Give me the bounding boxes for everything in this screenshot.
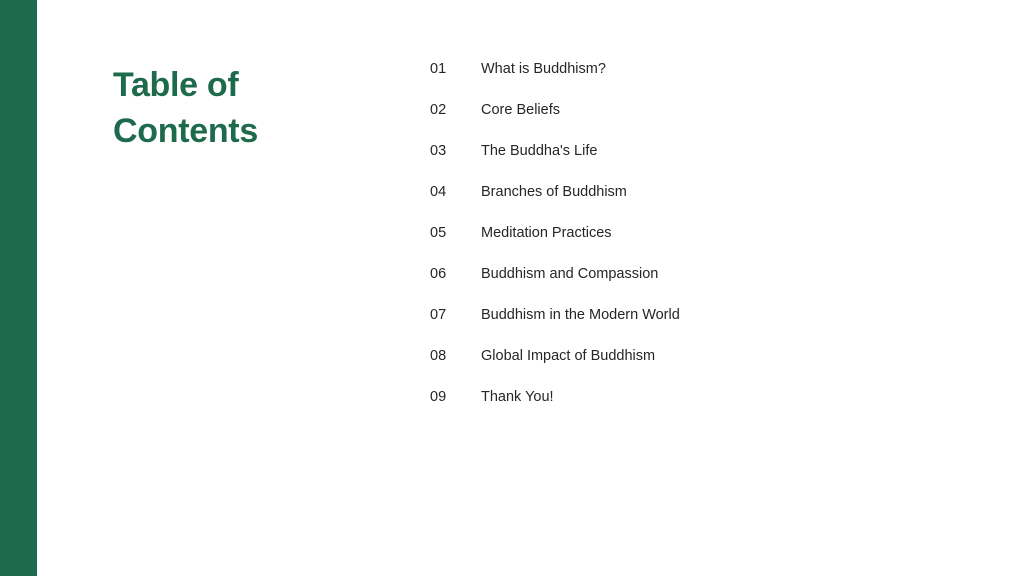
toc-item bbox=[430, 130, 930, 171]
toc-item-number: 07 bbox=[430, 306, 447, 323]
toc-item-label: Branches of Buddhism bbox=[481, 183, 627, 200]
toc-item-number: 06 bbox=[430, 265, 447, 282]
toc-item-number: 04 bbox=[430, 183, 447, 200]
toc-item bbox=[430, 171, 930, 212]
title-line-2: Contents bbox=[113, 112, 258, 150]
accent-side-bar bbox=[0, 0, 37, 576]
toc-item bbox=[430, 335, 930, 376]
toc-item-number: 08 bbox=[430, 347, 447, 364]
toc-item-label: Thank You! bbox=[481, 388, 554, 405]
toc-item-number: 02 bbox=[430, 101, 447, 118]
toc-item-label: Meditation Practices bbox=[481, 224, 612, 241]
toc-item bbox=[430, 212, 930, 253]
title-line-1: Table of bbox=[113, 66, 239, 104]
toc-item bbox=[430, 253, 930, 294]
toc-item bbox=[430, 89, 930, 130]
table-of-contents-list bbox=[430, 48, 930, 417]
page-title bbox=[113, 62, 353, 154]
toc-item-label: What is Buddhism? bbox=[481, 60, 606, 77]
toc-item-number: 01 bbox=[430, 60, 447, 77]
toc-item bbox=[430, 376, 930, 417]
toc-item bbox=[430, 48, 930, 89]
toc-item-number: 03 bbox=[430, 142, 447, 159]
toc-item-label: Global Impact of Buddhism bbox=[481, 347, 656, 364]
toc-item-label: The Buddha's Life bbox=[481, 142, 598, 159]
toc-item-label: Buddhism in the Modern World bbox=[481, 306, 680, 323]
toc-item-number: 05 bbox=[430, 224, 447, 241]
toc-item-number: 09 bbox=[430, 388, 447, 405]
toc-item-label: Buddhism and Compassion bbox=[481, 265, 659, 282]
toc-item bbox=[430, 294, 930, 335]
toc-item-label: Core Beliefs bbox=[481, 101, 560, 118]
